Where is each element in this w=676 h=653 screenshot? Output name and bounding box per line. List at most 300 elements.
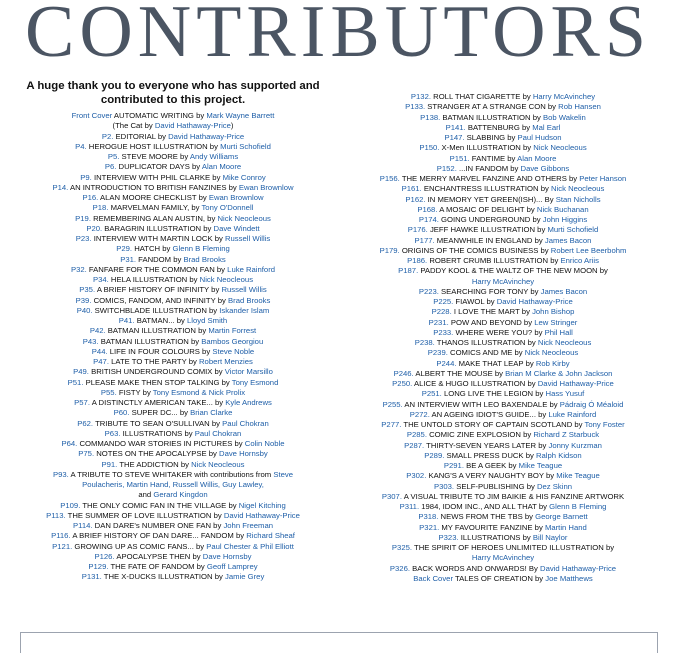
page-number: P129. xyxy=(88,562,109,571)
by-label: by xyxy=(538,409,547,419)
article-title: A VISUAL TRIBUTE TO JIM BAIKIE & HIS FANZINE ARTWORK xyxy=(403,491,625,501)
article-title: I LOVE THE MART xyxy=(453,307,520,317)
article-title: NEWS FROM THE TBS xyxy=(440,512,523,522)
article-title: ...IN FANDOM xyxy=(458,163,509,173)
contributor-name: Dave Windett xyxy=(213,223,260,233)
page-number: P272. xyxy=(409,409,430,419)
contributor-entry xyxy=(333,502,673,512)
article-title: TALES OF CREATION xyxy=(455,573,533,583)
page-number: P43. xyxy=(82,336,99,346)
contributor-name: Glenn B Fleming xyxy=(549,502,607,511)
contributor-entry xyxy=(333,564,673,574)
contributor-entry xyxy=(333,225,673,235)
article-title: MAKE THAT LEAP xyxy=(458,358,524,368)
article-title: AN INTRODUCTION TO BRITISH FANZINES xyxy=(69,182,227,192)
page-number: P176. xyxy=(407,225,428,235)
contributor-entry xyxy=(8,572,338,582)
contributor-name: Brian M Clarke & John Jackson xyxy=(505,368,613,378)
article-title: GROWING UP AS COMIC FANS... xyxy=(74,541,194,551)
contributor-entry xyxy=(333,543,673,553)
article-title: FISTY xyxy=(118,387,141,397)
contributor-entry xyxy=(8,542,338,552)
contributor-name: Robert Lee Beerbohm xyxy=(550,245,627,255)
article-title: THE UNTOLD STORY OF CAPTAIN SCOTLAND xyxy=(403,420,573,429)
article-title: ALICE & HUGO ILLUSTRATION xyxy=(413,379,526,388)
article-title: AUTOMATIC WRITING xyxy=(113,111,194,120)
page-number: P9. xyxy=(80,172,92,182)
page-number: P121. xyxy=(52,541,73,551)
article-title: A DISTINCTLY AMERICAN TAKE... xyxy=(91,398,213,407)
article-title: LIFE IN FOUR COLOURS xyxy=(109,346,200,356)
article-title: COMIC ZINE EXPLOSION xyxy=(429,430,521,440)
contributor-name: Jonny Kurzman xyxy=(548,440,602,450)
contributor-entry xyxy=(333,195,673,205)
article-title: JEFF HAWKE ILLUSTRATION xyxy=(429,225,536,235)
page-number: P238. xyxy=(414,338,435,347)
contributor-name: Kyle Andrews xyxy=(225,398,272,407)
contributor-entry xyxy=(333,338,673,348)
contributor-name: Peter Hanson xyxy=(579,174,627,183)
contributor-name: Rob Hansen xyxy=(558,102,601,112)
by-label: by xyxy=(173,254,182,264)
by-label: by xyxy=(196,562,205,571)
page-number: P177. xyxy=(414,235,435,245)
page-number: P318. xyxy=(418,512,439,522)
contributor-entry xyxy=(333,461,673,471)
contributor-entry xyxy=(8,265,338,275)
article-title: SEARCHING FOR TONY xyxy=(441,286,529,296)
article-title: BATTENBURG xyxy=(467,122,520,132)
contributor-entry xyxy=(333,328,673,338)
page-number: P75. xyxy=(78,449,95,459)
page-number: P244. xyxy=(436,358,457,368)
page-number: P291. xyxy=(443,461,464,470)
by-label: by xyxy=(215,398,224,407)
contributor-entry xyxy=(333,154,673,164)
page-number: P32. xyxy=(70,264,87,274)
contributor-name: David Hathaway-Price xyxy=(223,510,300,520)
contributor-name: Phil Hall xyxy=(544,327,573,337)
page-number: P93. xyxy=(52,469,69,479)
contributor-entry xyxy=(8,162,338,172)
article-title: BE A GEEK xyxy=(466,461,507,470)
by-label: by xyxy=(549,399,558,409)
by-label: by xyxy=(521,307,530,317)
article-title: A MOSAIC OF DELIGHT xyxy=(439,204,525,214)
by-label: by xyxy=(157,131,166,141)
page-number: P60. xyxy=(113,408,130,418)
page-number: Front Cover xyxy=(71,111,113,120)
by-label: by xyxy=(192,162,201,172)
page-number: P302. xyxy=(406,471,427,481)
page-number: P239. xyxy=(427,348,448,358)
article-title: THIRTY-SEVEN YEARS LATER xyxy=(426,440,537,450)
page-title: CONTRIBUTORS xyxy=(24,0,652,73)
page-number: P62. xyxy=(77,418,94,428)
contributor-entry xyxy=(8,132,338,142)
page-number: P5. xyxy=(107,152,120,161)
contributor-entry xyxy=(333,256,673,266)
contributor-entry xyxy=(8,521,338,531)
by-label: by xyxy=(510,163,519,173)
contributor-list-right xyxy=(333,92,673,584)
contributor-entry xyxy=(333,553,673,563)
page-number: P64. xyxy=(61,439,78,448)
article-title: BRITISH UNDERGROUND COMIX xyxy=(91,367,213,377)
article-title: TRIBUTE TO SEAN O'SULLIVAN xyxy=(95,418,210,428)
contributor-name: Mal Earl xyxy=(532,122,561,132)
article-title: BACK WORDS AND ONWARDS! xyxy=(412,563,527,573)
by-label: by xyxy=(523,143,532,153)
page-number: P251. xyxy=(421,389,442,399)
by-label: By xyxy=(544,194,554,204)
contributor-entry xyxy=(8,214,338,224)
contributor-entry xyxy=(8,193,338,203)
article-title: LATE TO THE PARTY xyxy=(111,357,187,366)
article-title: (The Cat by xyxy=(112,121,153,131)
article-title: ALBERT THE MOUSE xyxy=(415,368,493,378)
intro-text: A huge thank you to everyone who has supported and contributed to this project. xyxy=(26,80,320,106)
contributor-name: Alan Moore xyxy=(517,153,557,163)
by-label: by xyxy=(217,295,226,305)
contributor-name: Alan Moore xyxy=(201,162,242,172)
page-number: P23. xyxy=(75,234,92,243)
article-title: ILLUSTRATIONS xyxy=(122,428,183,438)
by-label: By xyxy=(528,563,538,573)
contributor-entry xyxy=(8,306,338,316)
article-title: ENCHANTRESS ILLUSTRATION xyxy=(423,184,539,194)
page-number: P179. xyxy=(379,245,400,255)
contributor-entry xyxy=(8,255,338,265)
contributor-entry xyxy=(333,533,673,543)
by-label: by xyxy=(521,122,531,132)
by-label: by xyxy=(530,286,539,296)
contributor-name: Bob Wakelin xyxy=(542,112,586,122)
by-label: by xyxy=(184,428,193,438)
contributor-name: Poulacheris, Martin Hand, Russell Willis, Guy Lawley, xyxy=(82,480,264,489)
by-label: by xyxy=(208,449,217,459)
contributor-name: Tony Esmond & Nick Prolix xyxy=(152,387,246,397)
contributor-entry xyxy=(8,347,338,357)
article-title: SMALL PRESS DUCK xyxy=(446,450,524,460)
article-title: ILLUSTRATIONS xyxy=(460,532,521,542)
page-number: P126. xyxy=(94,551,115,561)
page-number: P225. xyxy=(433,297,454,306)
article-title: BATMAN ILLUSTRATION xyxy=(442,112,531,122)
contributor-entry xyxy=(333,277,673,287)
contributor-entry xyxy=(333,266,673,276)
article-title: ROLL THAT CIGARETTE xyxy=(433,92,521,101)
contributor-entry xyxy=(8,173,338,183)
contributor-entry xyxy=(8,296,338,306)
article-title: AN AGEING IDIOT'S GUIDE... xyxy=(431,409,536,419)
page-number: P47. xyxy=(93,357,109,366)
article-title: THE SPIRIT OF HEROES UNLIMITED ILLUSTRATION xyxy=(414,543,604,552)
page-number: P39. xyxy=(75,295,92,305)
contributor-entry xyxy=(333,164,673,174)
page-number: P14. xyxy=(52,182,69,192)
contributor-entry xyxy=(8,470,338,480)
page-number: P16. xyxy=(82,193,99,202)
contributor-entry xyxy=(333,379,673,389)
article-title: INTERVIEW WITH PHIL CLARKE xyxy=(93,172,211,182)
by-label: by xyxy=(522,532,531,542)
page-number: P42. xyxy=(89,326,106,336)
by-label: by xyxy=(162,244,171,254)
contributor-name: Tony O'Donnell xyxy=(201,203,254,213)
contributor-entry xyxy=(333,410,673,420)
contributor-entry xyxy=(333,420,673,430)
by-label: by xyxy=(547,102,557,112)
by-label: by xyxy=(524,512,533,522)
page-number: P114. xyxy=(72,521,93,530)
contributor-name: Luke Rainford xyxy=(227,264,276,274)
article-title: FIAWOL xyxy=(455,297,485,306)
page-number: P41. xyxy=(118,316,135,325)
article-title: THE X-DUCKS ILLUSTRATION xyxy=(103,572,213,582)
contributor-name: Gerard Kingdon xyxy=(153,490,208,500)
contributor-name: Dave Gibbons xyxy=(520,163,570,173)
by-label: by xyxy=(538,502,548,511)
page-number: P116. xyxy=(51,531,71,541)
contributor-name: Dave Hornsby xyxy=(202,551,252,561)
contributor-entry xyxy=(8,234,338,244)
article-title: STRANGER AT A STRANGE CON xyxy=(427,102,546,112)
contributor-name: Tony Esmond xyxy=(231,377,279,387)
contributor-entry xyxy=(8,285,338,295)
by-label: by xyxy=(523,317,533,327)
by-label: by xyxy=(216,264,226,274)
page-number: P4. xyxy=(75,141,87,151)
by-label: by xyxy=(195,541,205,551)
contributors-right-column xyxy=(333,92,673,584)
contributor-entry xyxy=(333,92,673,102)
article-title: APOCALYPSE THEN xyxy=(116,551,191,561)
contributor-name: Stan Nicholls xyxy=(555,194,601,204)
page-number: P31. xyxy=(120,254,137,264)
contributor-name: Geoff Lamprey xyxy=(206,562,258,571)
page-number: P289. xyxy=(424,450,445,460)
by-label: by xyxy=(234,439,243,448)
page-number: P29. xyxy=(116,244,133,254)
by-label: and xyxy=(138,490,152,500)
by-label: by xyxy=(507,153,516,163)
by-label: by xyxy=(527,338,536,347)
entry-suffix: ) xyxy=(230,121,234,131)
by-label: by xyxy=(191,203,200,213)
article-title: ROBERT CRUMB ILLUSTRATION xyxy=(429,256,549,265)
contributor-entry xyxy=(8,439,338,449)
contributor-list-left xyxy=(8,111,338,583)
page-number: P307. xyxy=(381,491,402,501)
page-number: P132. xyxy=(410,92,431,101)
article-title: HATCH xyxy=(134,244,161,254)
contributor-name: Brian Clarke xyxy=(190,408,233,418)
by-label: by xyxy=(599,266,608,276)
by-label: by xyxy=(527,379,536,388)
contributor-name: Harry McAvinchey xyxy=(532,92,596,101)
contributor-name: Robert Menzies xyxy=(199,357,253,366)
by-label: by xyxy=(538,440,547,450)
page-number: P303. xyxy=(433,481,455,491)
contributor-name: Mike Teague xyxy=(518,461,563,470)
article-title: INTERVIEW WITH MARTIN LOCK xyxy=(93,234,213,243)
page-number: P174. xyxy=(418,215,439,224)
contributors-left-column xyxy=(8,80,338,583)
by-label: by xyxy=(534,327,543,337)
by-label: by xyxy=(535,573,544,583)
contributor-name: Iskander Islam xyxy=(219,305,270,315)
article-title: LONG LIVE THE LEGION xyxy=(443,389,534,399)
contributor-name: Steve xyxy=(273,469,293,479)
by-label: by xyxy=(534,235,543,245)
contributor-name: Harry McAvinchey xyxy=(471,553,535,563)
contributor-name: Lloyd Smith xyxy=(187,316,228,325)
contributor-entry xyxy=(8,203,338,213)
contributor-entry xyxy=(333,102,673,112)
page-number: P57. xyxy=(74,398,90,407)
article-title: WHERE WERE YOU? xyxy=(455,327,533,337)
page-number: P311. xyxy=(399,502,420,511)
article-title: COMICS, FANDOM, AND INFINITY xyxy=(93,295,216,305)
contributor-name: Paul Chokran xyxy=(194,428,242,438)
contributor-name: Paul Chokran xyxy=(222,418,269,428)
contributor-name: Dez Skinn xyxy=(536,481,573,491)
page-number: P133. xyxy=(405,102,426,112)
article-title: KANG'S A VERY NAUGHTY BOY xyxy=(428,471,544,481)
contributor-name: Nick Neocleous xyxy=(217,213,271,223)
page-number: P147. xyxy=(444,133,465,142)
article-title: SUPER DC... xyxy=(131,408,178,418)
contributor-name: Bambos Georgiou xyxy=(201,336,264,346)
contributor-name: Steve Noble xyxy=(212,346,255,356)
by-label: by xyxy=(203,223,212,233)
by-label: by xyxy=(526,204,535,214)
contributor-name: Murti Schofield xyxy=(547,225,599,235)
article-title: A BRIEF HISTORY OF DAN DARE... FANDOM xyxy=(72,531,234,541)
article-title: MY FAVOURITE FANZINE xyxy=(441,522,533,532)
by-label: by xyxy=(507,133,516,142)
contributor-entry xyxy=(333,174,673,184)
article-title: BATMAN... xyxy=(136,316,175,325)
article-title: A TRIBUTE TO STEVE WHITAKER xyxy=(70,469,193,479)
contributor-name: Richard Sheaf xyxy=(246,531,295,541)
page-number: P44. xyxy=(91,346,108,356)
contributor-entry xyxy=(8,224,338,234)
contributor-name: Harry McAvinchey xyxy=(471,276,535,286)
page-number: P6. xyxy=(104,162,117,172)
article-title: A BRIEF HISTORY OF INFINITY xyxy=(96,285,210,295)
article-title: 1984, IDOM INC., AND ALL THAT xyxy=(421,502,537,511)
contributor-entry xyxy=(8,378,338,388)
contributor-entry xyxy=(8,244,338,254)
page-number: P150. xyxy=(419,143,440,153)
contributor-entry xyxy=(333,471,673,481)
contributor-name: Mike Conroy xyxy=(222,172,266,182)
page-number: P326. xyxy=(389,563,410,573)
contributor-name: Russell Willis xyxy=(221,285,267,295)
by-label: by xyxy=(568,174,578,183)
by-label: by xyxy=(196,111,205,120)
contributor-entry xyxy=(333,318,673,328)
contributor-name: Mike Teague xyxy=(556,471,600,481)
article-title: NOTES ON THE APOCALYPSE xyxy=(96,449,207,459)
contributor-name: Victor Marsillo xyxy=(224,367,273,377)
article-title: SWITCHBLADE ILLUSTRATION xyxy=(94,305,207,315)
article-title: BATMAN ILLUSTRATION xyxy=(100,336,189,346)
contributor-entry xyxy=(8,408,338,418)
contributor-name: Nick Neocleous xyxy=(191,459,245,469)
by-label: by xyxy=(523,430,532,440)
contributor-entry xyxy=(8,326,338,336)
contributor-entry xyxy=(333,215,673,225)
by-label: by xyxy=(537,225,546,235)
contributor-entry xyxy=(333,205,673,215)
by-label: by xyxy=(214,367,223,377)
article-title: FANDOM xyxy=(138,254,172,264)
page-number: P246. xyxy=(393,368,414,378)
contributor-entry xyxy=(333,574,673,584)
by-label: by xyxy=(535,389,544,399)
contributor-entry xyxy=(8,121,338,131)
page-number: P151. xyxy=(449,153,470,163)
article-title: REMEMBERING ALAN AUSTIN, xyxy=(93,213,206,223)
contributor-entry xyxy=(333,492,673,502)
contributor-entry xyxy=(333,287,673,297)
by-label: by xyxy=(221,377,230,387)
contributor-name: David Hathaway-Price xyxy=(496,297,573,306)
contributor-entry xyxy=(8,480,338,490)
by-label: by xyxy=(212,172,221,182)
page-number: P323. xyxy=(438,532,459,542)
by-label: by xyxy=(211,418,221,428)
by-label: by xyxy=(605,543,615,552)
by-label: by xyxy=(235,531,245,541)
page-number: P63. xyxy=(104,428,121,438)
contributor-entry xyxy=(8,501,338,511)
contributor-entry xyxy=(8,152,338,162)
article-title: ORIGINS OF THE COMICS BUSINESS xyxy=(401,245,539,255)
page-number: P55. xyxy=(100,387,117,397)
contributor-entry xyxy=(8,316,338,326)
contributor-name: Martin Hand xyxy=(544,522,587,532)
contributor-name: Ewan Brownlow xyxy=(238,182,294,192)
contributor-name: Joe Matthews xyxy=(545,573,593,583)
page-number: P2. xyxy=(101,131,114,141)
contributor-name: Ralph Kidson xyxy=(535,450,582,460)
article-title: THE FATE OF FANDOM xyxy=(110,562,195,571)
contributor-name: Nick Neocleous xyxy=(524,348,579,358)
article-title: POW AND BEYOND xyxy=(450,317,522,327)
contributor-entry xyxy=(333,297,673,307)
by-label: by xyxy=(546,471,555,481)
contributor-name: John Freeman xyxy=(223,521,274,530)
by-label: by xyxy=(228,182,237,192)
page-number: P186. xyxy=(407,256,428,265)
article-title: EDITORIAL xyxy=(115,131,156,141)
by-label: by xyxy=(522,92,531,101)
article-title: DAN DARE's NUMBER ONE FAN xyxy=(94,521,212,530)
by-label: by xyxy=(508,461,517,470)
contributor-entry xyxy=(8,388,338,398)
by-label: by xyxy=(494,368,503,378)
page-number: P228. xyxy=(431,307,452,317)
by-label: by xyxy=(540,184,549,194)
contributor-entry xyxy=(333,441,673,451)
article-title: FANFARE FOR THE COMMON FAN xyxy=(88,264,215,274)
article-title: STEVE MOORE xyxy=(121,152,178,161)
by-label: by xyxy=(534,522,543,532)
